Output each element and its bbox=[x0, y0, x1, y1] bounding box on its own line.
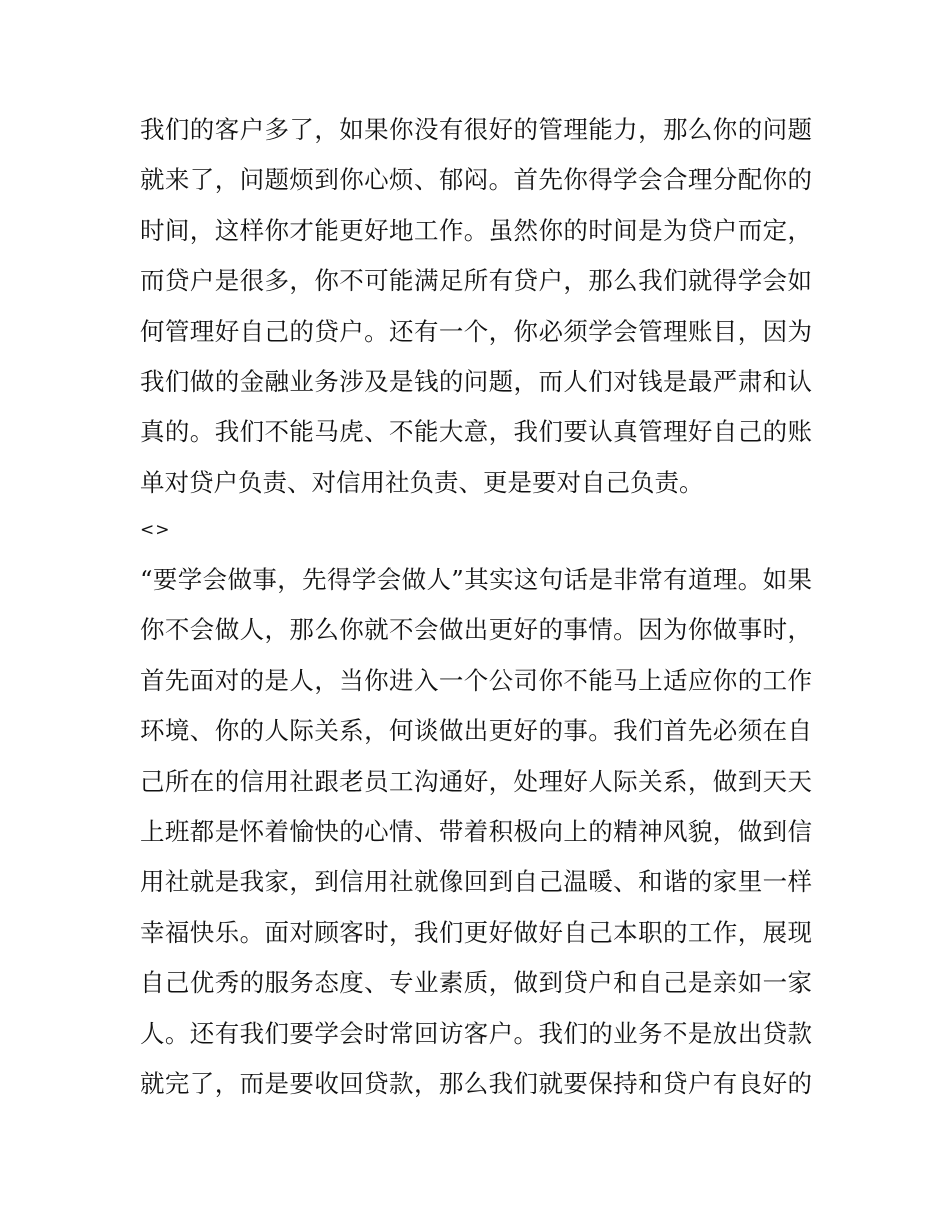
paragraph-1 bbox=[140, 105, 812, 508]
paragraph-line: 我们的客户多了，如果你没有很好的管理能力，那么你的问题 bbox=[140, 115, 812, 144]
paragraph-line: 我们做的金融业务涉及是钱的问题，而人们对钱是最严肃和认 bbox=[140, 366, 812, 396]
paragraph-line: 就完了，而是要收回贷款，那么我们就要保持和贷户有良好的 bbox=[140, 1068, 812, 1098]
paragraph-line: 而贷户是很多，你不可能满足所有贷户，那么我们就得学会如 bbox=[140, 266, 812, 296]
paragraph-line: 何管理好自己的贷户。还有一个，你必须学会管理账目，因为 bbox=[140, 316, 812, 346]
paragraph-line: 首先面对的是人，当你进入一个公司你不能马上适应你的工作 bbox=[140, 665, 812, 695]
paragraph-line: 自己优秀的服务态度、专业素质，做到贷户和自己是亲如一家 bbox=[140, 968, 812, 998]
section-separator: <> bbox=[140, 520, 171, 540]
paragraph-line: 己所在的信用社跟老员工沟通好，处理好人际关系，做到天天 bbox=[140, 766, 812, 796]
paragraph-line: 幸福快乐。面对顾客时，我们更好做好自己本职的工作，展现 bbox=[140, 917, 812, 947]
paragraph-line: 上班都是怀着愉快的心情、带着积极向上的精神风貌，做到信 bbox=[140, 816, 812, 846]
paragraph-line: 环境、你的人际关系，何谈做出更好的事。我们首先必须在自 bbox=[140, 716, 812, 746]
paragraph-line: 用社就是我家，到信用社就像回到自己温暖、和谐的家里一样 bbox=[140, 867, 812, 897]
paragraph-line: 你不会做人，那么你就不会做出更好的事情。因为你做事时， bbox=[140, 615, 812, 645]
paragraph-line: 真的。我们不能马虎、不能大意，我们要认真管理好自己的账 bbox=[140, 417, 812, 447]
paragraph-line: 人。还有我们要学会时常回访客户。我们的业务不是放出贷款 bbox=[140, 1018, 812, 1048]
paragraph-line: 单对贷户负责、对信用社负责、更是要对自己负责。 bbox=[140, 467, 704, 497]
paragraph-line: 时间，这样你才能更好地工作。虽然你的时间是为贷户而定， bbox=[140, 215, 812, 245]
paragraph-2 bbox=[140, 555, 812, 1109]
paragraph-line: 就来了，问题烦到你心烦、郁闷。首先你得学会合理分配你的 bbox=[140, 165, 812, 195]
paragraph-line: “要学会做事，先得学会做人”其实这句话是非常有道理。如果 bbox=[140, 565, 812, 594]
